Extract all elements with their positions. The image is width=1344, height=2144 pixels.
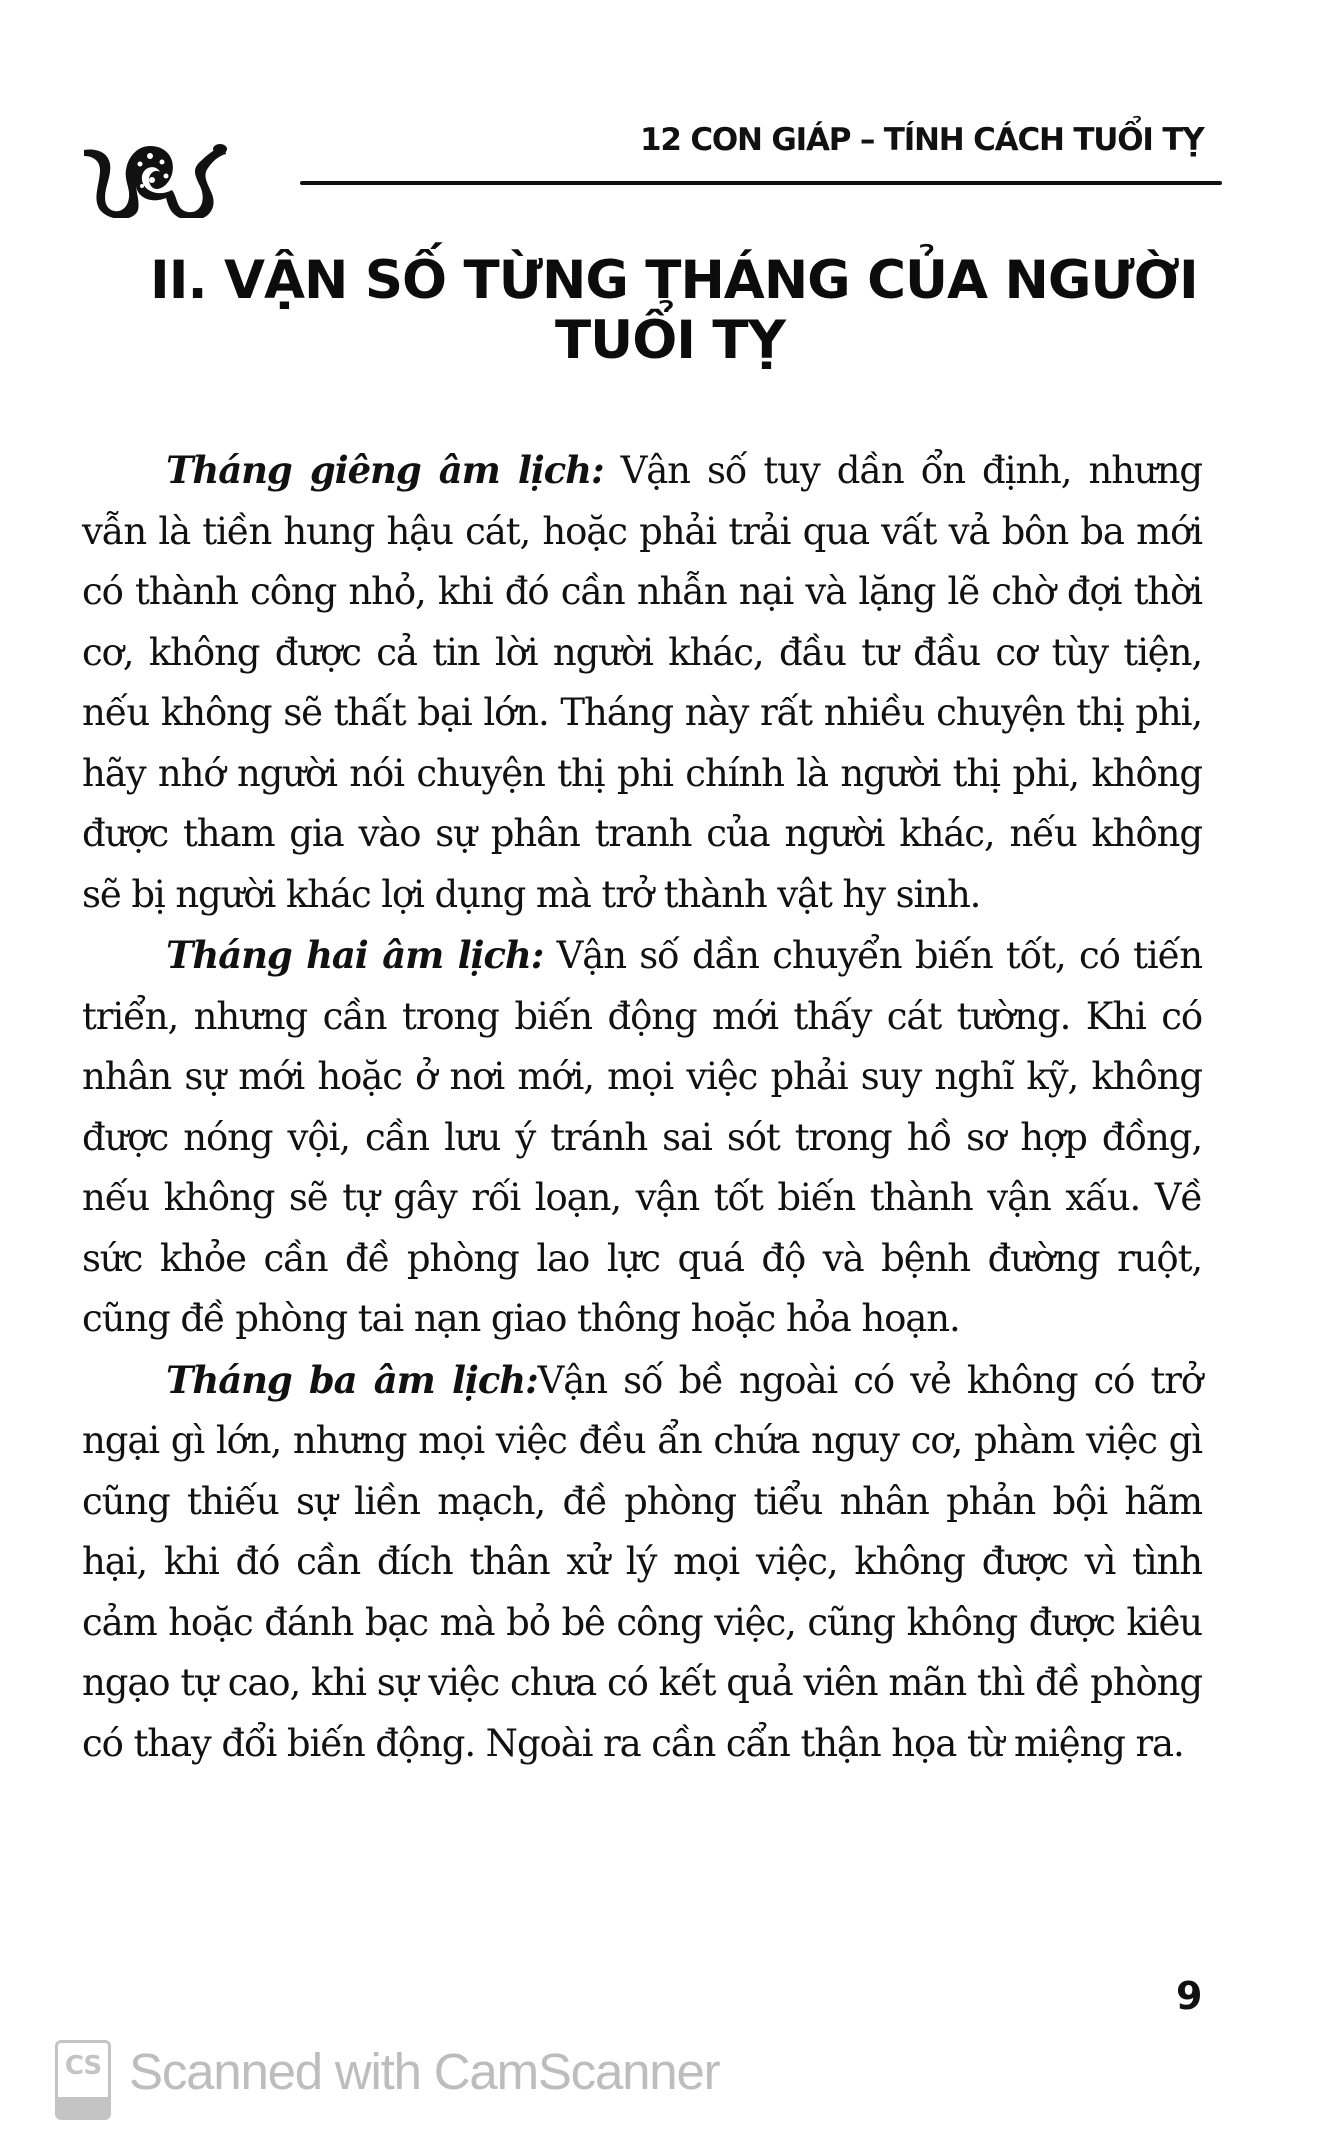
paragraph-month-2 bbox=[82, 925, 1202, 1350]
paragraph-month-3 bbox=[82, 1350, 1202, 1775]
camscanner-text: Scanned with CamScanner bbox=[129, 2043, 720, 2100]
paragraph-month-1 bbox=[82, 440, 1202, 925]
page-number: 9 bbox=[1176, 1974, 1203, 2018]
section-title-line-1: II. VẬN SỐ TỪNG THÁNG CỦA NGƯỜI bbox=[150, 250, 1198, 311]
camscanner-watermark bbox=[55, 2040, 719, 2122]
snake-icon bbox=[80, 128, 230, 218]
camscanner-logo-icon bbox=[55, 2040, 111, 2120]
header-rule bbox=[300, 181, 1222, 185]
body-text bbox=[82, 440, 1202, 1774]
paragraph-lead: Tháng hai âm lịch: bbox=[166, 933, 544, 977]
paragraph-text: Vận số bề ngoài có vẻ không có trở ngại gì lớn, nhưng mọi việc đều ẩn chứa nguy cơ, phàm việc gì cũng thiếu sự liền mạch, đề phòng tiểu nhân phản bội hãm hại, khi đó cần đích thân xử lý mọi việc, không được vì tình cảm hoặc đánh bạc mà bỏ bê công việc, cũng không được kiêu ngạo tự cao, khi sự việc chưa có kết quả viên mãn thì đề phòng có thay đổi biến động. Ngoài ra cần cẩn thận họa từ miệng ra. bbox=[82, 1358, 1202, 1765]
running-head: 12 CON GIÁP – TÍNH CÁCH TUỔI TỴ bbox=[640, 122, 1204, 158]
paragraph-lead: Tháng giêng âm lịch: bbox=[166, 448, 604, 492]
camscanner-logo-text: CS bbox=[64, 2051, 102, 2081]
camscanner-logo-band bbox=[58, 2097, 108, 2117]
paragraph-text: Vận số tuy dần ổn định, nhưng vẫn là tiền hung hậu cát, hoặc phải trải qua vất vả bôn ba mới có thành công nhỏ, khi đó cần nhẫn nại và lặng lẽ chờ đợi thời cơ, không được cả tin lời người khác, đầu tư đầu cơ tùy tiện, nếu không sẽ thất bại lớn. Tháng này rất nhiều chuyện thị phi, hãy nhớ người nói chuyện thị phi chính là người thị phi, không được tham gia vào sự phân tranh của người khác, nếu không sẽ bị người khác lợi dụng mà trở thành vật hy sinh. bbox=[82, 449, 1202, 916]
paragraph-lead: Tháng ba âm lịch: bbox=[166, 1357, 538, 1402]
paragraph-text: Vận số dần chuyển biến tốt, có tiến triển, nhưng cần trong biến động mới thấy cát tường. Khi có nhân sự mới hoặc ở nơi mới, mọi việc phải suy nghĩ kỹ, không được nóng vội, cần lưu ý tránh sai sót trong hồ sơ hợp đồng, nếu không sẽ tự gây rối loạn, vận tốt biến thành vận xấu. Về sức khỏe cần đề phòng lao lực quá độ và bệnh đường ruột, cũng đề phòng tai nạn giao thông hoặc hỏa hoạn. bbox=[82, 934, 1202, 1340]
section-title-line-2: TUỔI TỴ bbox=[555, 310, 785, 371]
